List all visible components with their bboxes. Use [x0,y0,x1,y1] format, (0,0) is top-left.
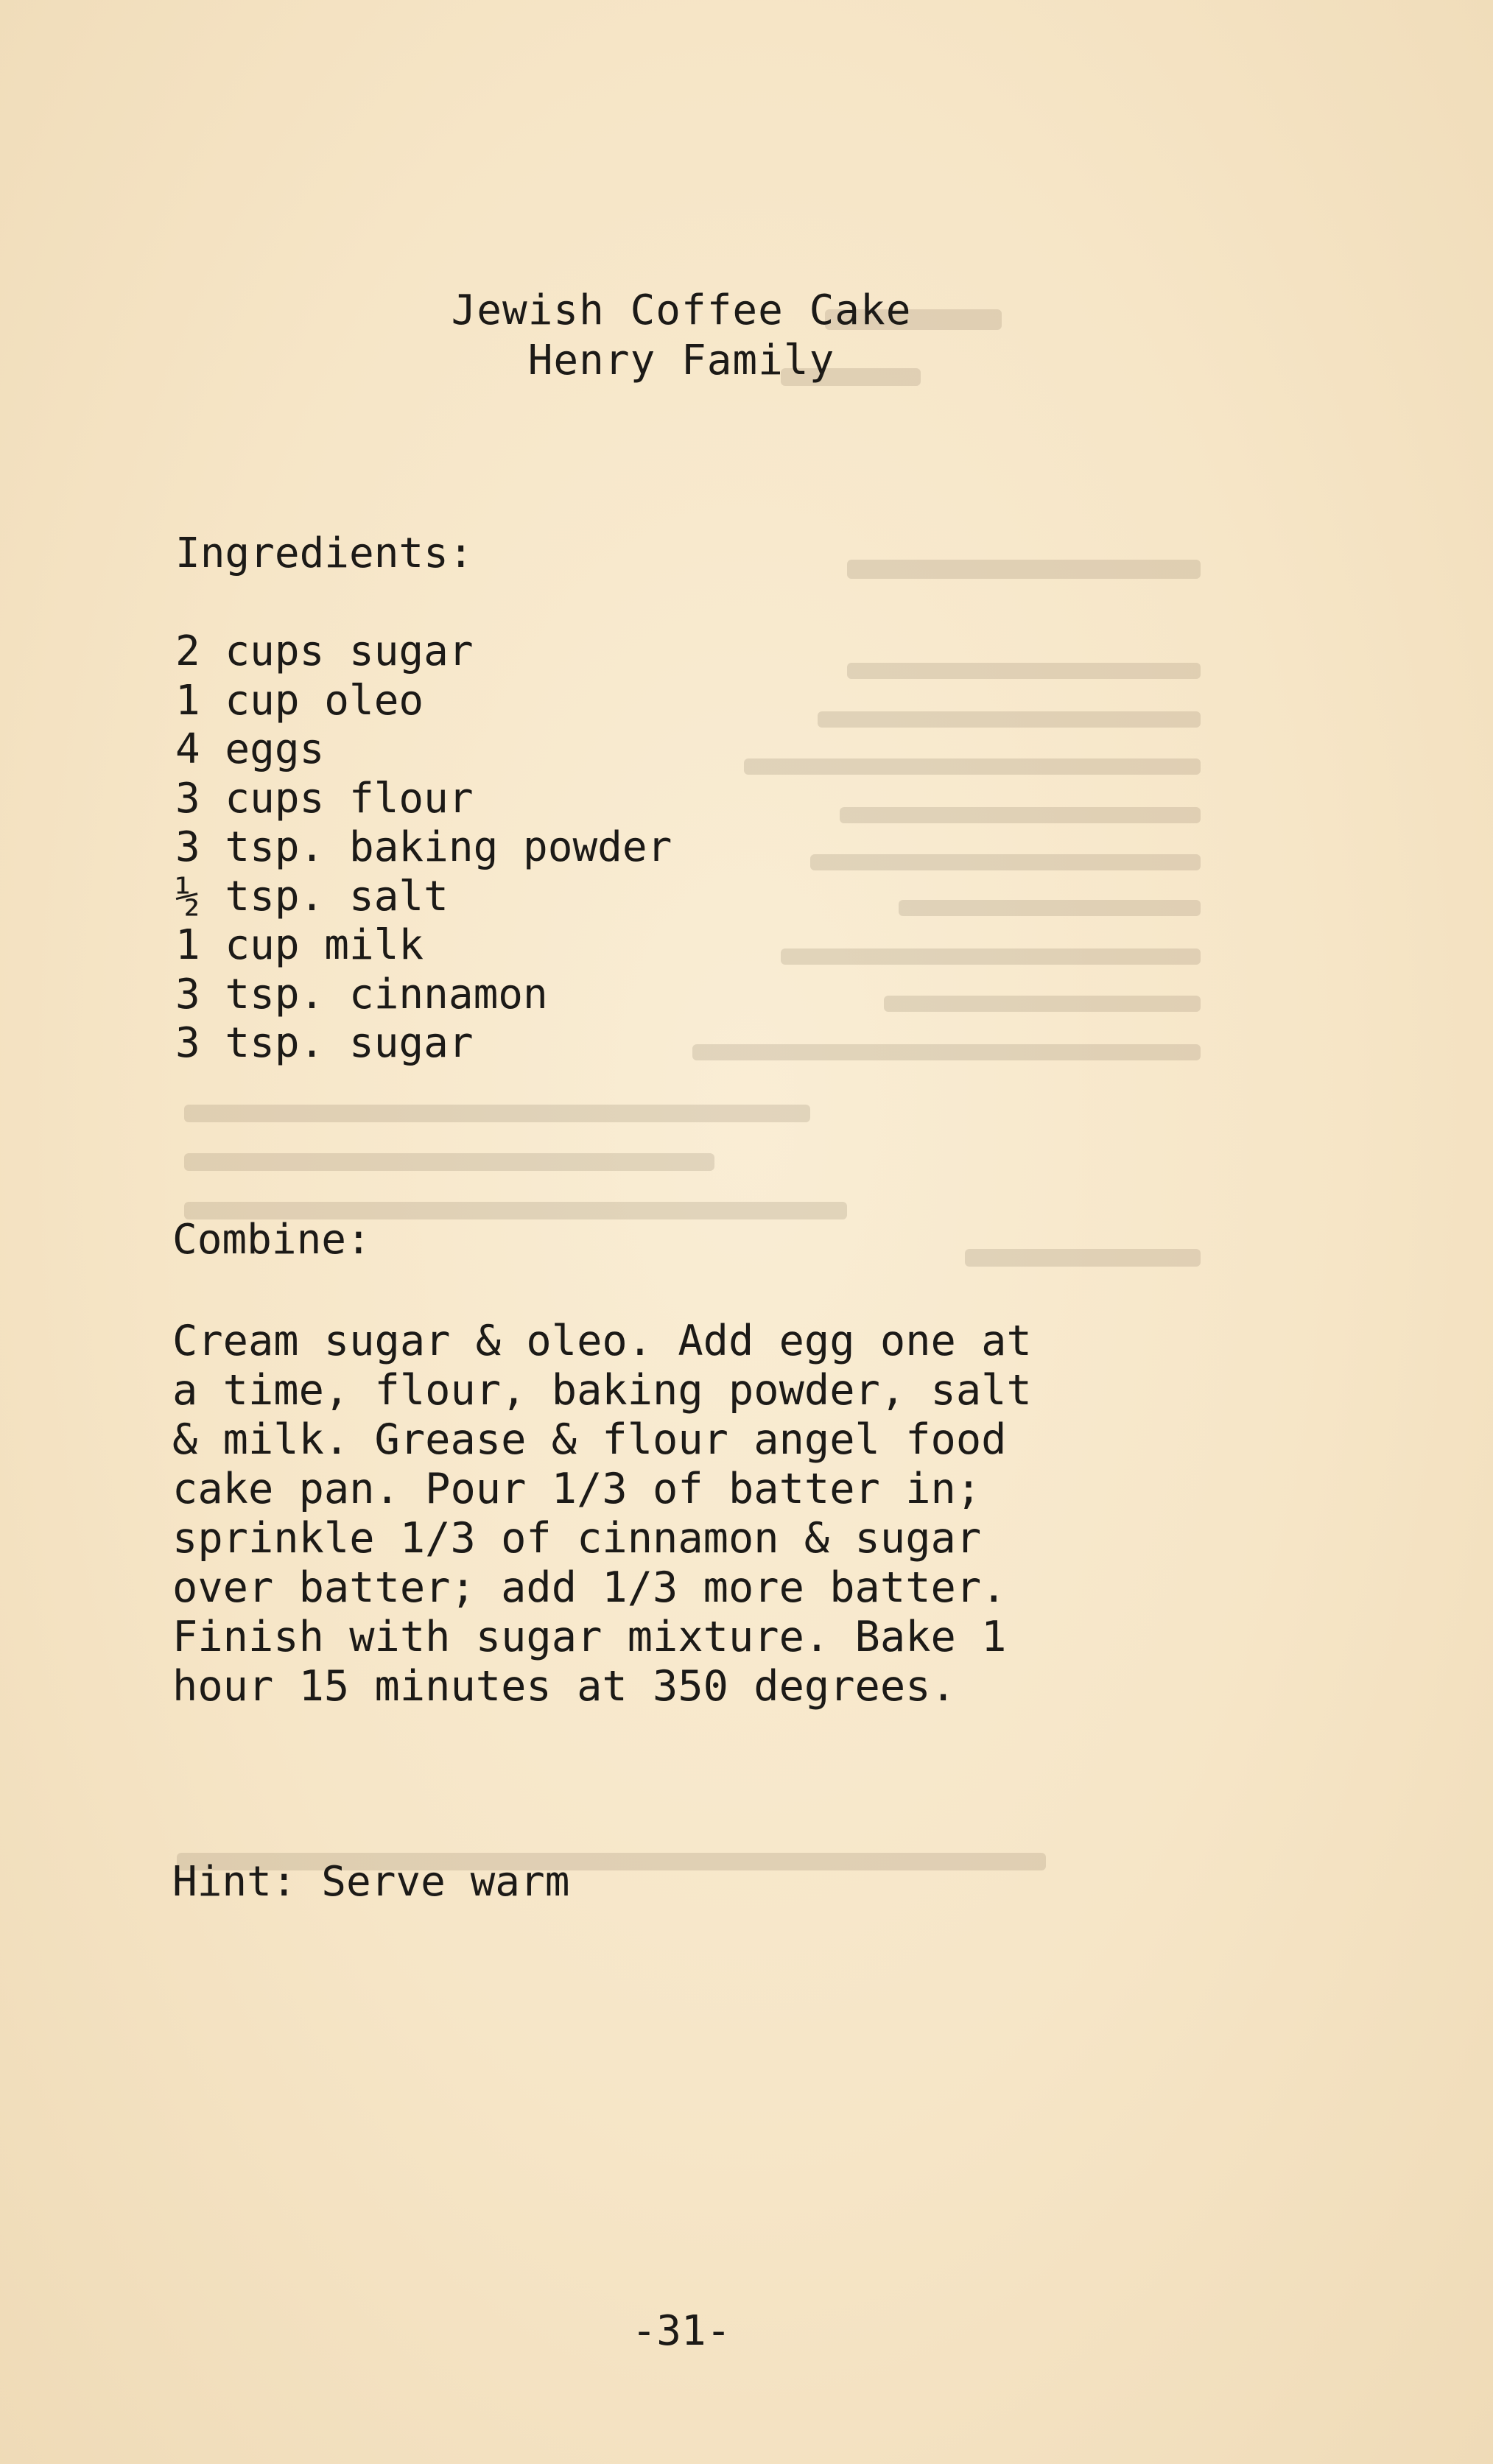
page-number: -31- [631,2307,731,2355]
recipe-title: Jewish Coffee Cake [451,286,912,334]
ingredient-item: 3 tsp. baking powder [175,823,672,871]
recipe-header [0,286,1363,386]
ingredient-item: 4 eggs [175,725,325,773]
ingredient-item: 3 tsp. cinnamon [175,970,548,1018]
ingredients-heading: Ingredients: [175,529,474,577]
ingredient-item: 2 cups sugar [175,627,474,675]
directions-text: Cream sugar & oleo. Add egg one at a time, flour, baking powder, salt & milk. Grease & flour angel food cake pan. Pour 1/3 of batter in; sprinkle 1/3 of cinnamon & sugar over batter; add 1/3 more batter. Finish with sugar mixture. Bake 1 hour 15 minutes at 350 degrees. [172,1317,1032,1711]
hint-text: Hint: Serve warm [172,1858,570,1906]
ingredient-item: 1 cup oleo [175,676,424,725]
ingredient-item: 1 cup milk [175,921,424,969]
ingredient-item: 3 tsp. sugar [175,1019,474,1067]
recipe-author: Henry Family [527,337,835,384]
ingredient-item: 3 cups flour [175,774,474,823]
ingredient-list [175,627,672,1069]
combine-heading: Combine: [172,1216,371,1264]
ingredient-item: ½ tsp. salt [175,872,449,921]
